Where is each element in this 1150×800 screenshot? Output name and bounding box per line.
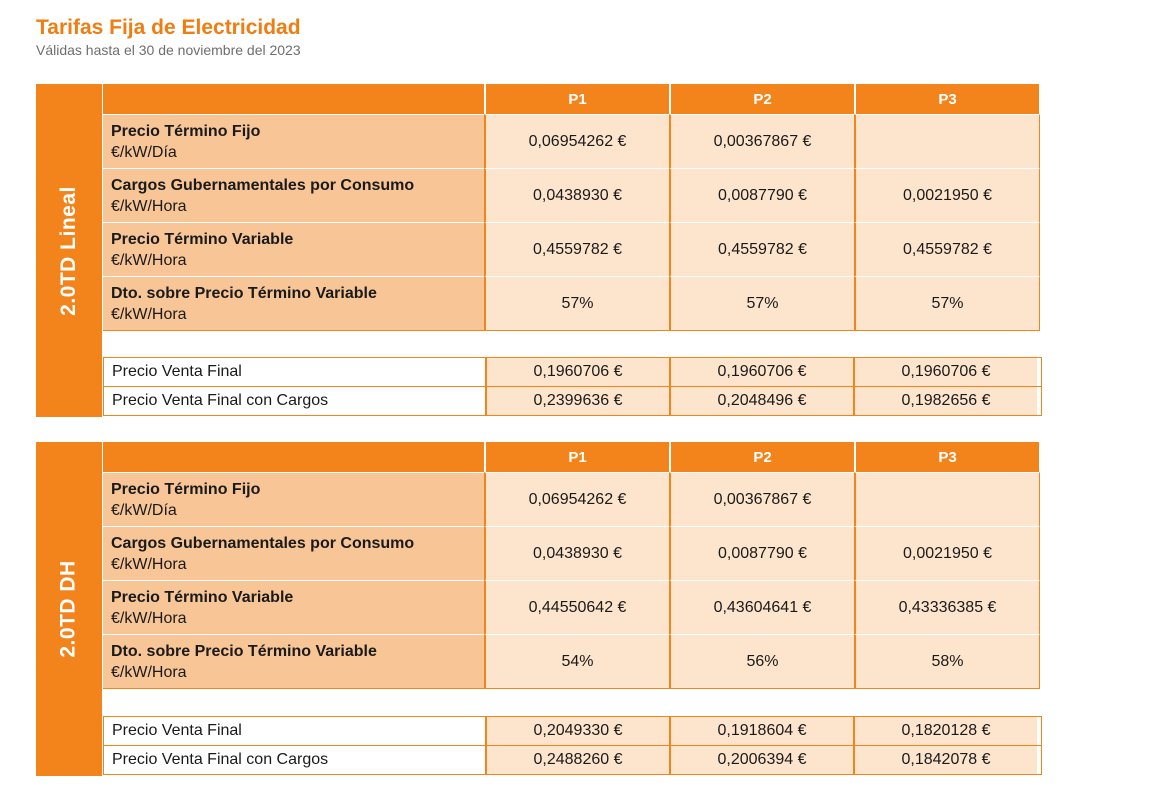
- cell-value: 0,1960706 €: [669, 358, 853, 386]
- cell-value: 0,1960706 €: [485, 358, 669, 386]
- row-unit: €/kW/Hora: [111, 555, 187, 573]
- cell-value: [854, 114, 1040, 168]
- table-row: [103, 276, 1040, 330]
- row-unit: €/kW/Hora: [111, 251, 187, 269]
- period-header-p2: P2: [671, 442, 854, 472]
- table-row: [103, 526, 1040, 580]
- cell-value: 0,2399636 €: [485, 387, 669, 415]
- period-header-p1: P1: [486, 442, 669, 472]
- cell-value: 0,0021950 €: [854, 526, 1040, 580]
- cell-value: 0,1960706 €: [853, 358, 1037, 386]
- section-side-label: 2.0TD Lineal: [36, 84, 102, 417]
- page-subtitle: Válidas hasta el 30 de noviembre del 2023: [36, 42, 301, 58]
- row-unit: €/kW/Hora: [111, 609, 187, 627]
- cell-value: 57%: [669, 276, 854, 330]
- table-row: [103, 114, 1040, 168]
- table-row: [103, 580, 1040, 634]
- row-label: Precio Venta Final con Cargos: [104, 746, 485, 774]
- row-label: Precio Venta Final: [104, 717, 485, 745]
- row-unit: €/kW/Hora: [111, 305, 187, 323]
- cell-value: 0,0021950 €: [854, 168, 1040, 222]
- cell-value: 0,1842078 €: [853, 746, 1037, 774]
- cell-value: 0,2006394 €: [669, 746, 853, 774]
- cell-value: 0,43336385 €: [854, 580, 1040, 634]
- row-label: Precio Término Fijo: [111, 122, 261, 140]
- row-label: Precio Término Fijo: [111, 480, 261, 498]
- row-label: Dto. sobre Precio Término Variable: [111, 642, 377, 660]
- cell-value: 0,4559782 €: [669, 222, 854, 276]
- cell-value: 0,44550642 €: [484, 580, 669, 634]
- cell-value: 0,1982656 €: [853, 387, 1037, 415]
- table-row: [104, 358, 1041, 386]
- table-row: [103, 472, 1040, 526]
- cell-value: 0,0438930 €: [484, 526, 669, 580]
- table-row: [103, 222, 1040, 276]
- cell-value: 0,43604641 €: [669, 580, 854, 634]
- table-header: [103, 84, 1040, 114]
- cell-value: 0,00367867 €: [669, 472, 854, 526]
- table-header: [103, 442, 1040, 472]
- row-label: Precio Término Variable: [111, 588, 294, 606]
- row-label: Cargos Gubernamentales por Consumo: [111, 176, 415, 194]
- tariff-section-lineal: [36, 84, 1040, 417]
- tariff-table: [103, 84, 1040, 331]
- table-row: [104, 386, 1041, 415]
- cell-value: 0,2048496 €: [669, 387, 853, 415]
- cell-value: 0,1918604 €: [669, 717, 853, 745]
- cell-value: 0,00367867 €: [669, 114, 854, 168]
- cell-value: 0,0087790 €: [669, 526, 854, 580]
- cell-value: 0,4559782 €: [854, 222, 1040, 276]
- period-header-p1: P1: [486, 84, 669, 114]
- cell-value: 0,1820128 €: [853, 717, 1037, 745]
- row-label: Precio Venta Final con Cargos: [104, 387, 485, 415]
- row-label: Precio Venta Final: [104, 358, 485, 386]
- section-side-label: 2.0TD DH: [36, 442, 102, 776]
- page-title: Tarifas Fija de Electricidad: [36, 16, 301, 39]
- cell-value: 54%: [484, 634, 669, 688]
- row-label: Precio Término Variable: [111, 230, 294, 248]
- table-row: [103, 634, 1040, 688]
- period-header-p3: P3: [856, 84, 1039, 114]
- cell-value: 0,2488260 €: [485, 746, 669, 774]
- row-label: Cargos Gubernamentales por Consumo: [111, 534, 415, 552]
- final-price-table: [103, 357, 1042, 416]
- cell-value: 0,06954262 €: [484, 472, 669, 526]
- cell-value: 57%: [484, 276, 669, 330]
- row-unit: €/kW/Día: [111, 143, 177, 161]
- cell-value: 0,06954262 €: [484, 114, 669, 168]
- table-row: [104, 717, 1041, 745]
- cell-value: 0,4559782 €: [484, 222, 669, 276]
- final-price-table: [103, 716, 1042, 775]
- cell-value: 0,2049330 €: [485, 717, 669, 745]
- row-unit: €/kW/Hora: [111, 197, 187, 215]
- tariff-section-dh: [36, 442, 1040, 776]
- period-header-p2: P2: [671, 84, 854, 114]
- period-header-p3: P3: [856, 442, 1039, 472]
- table-row: [103, 168, 1040, 222]
- row-label: Dto. sobre Precio Término Variable: [111, 284, 377, 302]
- tariff-table: [103, 442, 1040, 689]
- cell-value: [854, 472, 1040, 526]
- row-unit: €/kW/Hora: [111, 663, 187, 681]
- cell-value: 0,0087790 €: [669, 168, 854, 222]
- cell-value: 0,0438930 €: [484, 168, 669, 222]
- cell-value: 58%: [854, 634, 1040, 688]
- cell-value: 57%: [854, 276, 1040, 330]
- cell-value: 56%: [669, 634, 854, 688]
- table-row: [104, 745, 1041, 774]
- row-unit: €/kW/Día: [111, 501, 177, 519]
